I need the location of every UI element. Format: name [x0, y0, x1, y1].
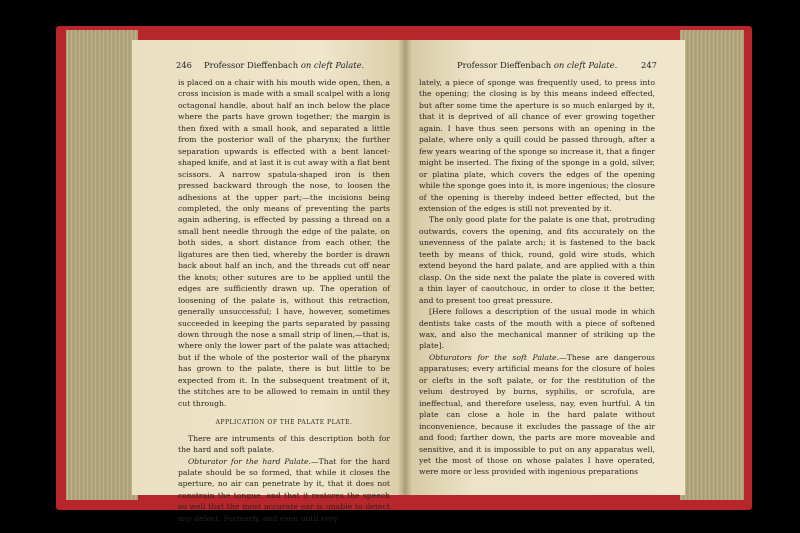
right-paragraph-3: [Here follows a description of the usual mode in which dentists take casts of the mouth with a piece of softened wax, and also the mechanical manner of striking up the plate]. [419, 307, 655, 351]
left-subsection: Obturator for the hard Palate.—That for the hard palate should be so formed, that while it closes the aperture, no air can penetrate by it, that it does not constrain the tongue, and that it restores the speech so well that the most accurate ear is unable to detect any defect. Formerly, and even until very [178, 456, 391, 523]
left-paragraph: is placed on a chair with his mouth wide open, then, a cross incision is made with a small scalpel with a long octagonal handle, about half an inch below the place where the parts have grown together; the margin is then fixed with a small hook, and separated a little from the posterior wall of the pharynx; the further separation upwards is effected with a bent lancet-shaped knife, and at last it is cut away with a flat bent scissors. A narrow spatula-shaped iron is then pressed backward through the nose, to loosen the adhesions at the upper part;—the incisions being completed, the only means of preventing the parts again adhering, is effected by passing a thread on a small bent needle through the edge of the palate, on both sides, a short distance from each other, the ligatures are then tied, whereby the border is drawn back about half an inch, and the threads cut off near the knots; other sutures are to be applied until the edges are sufficiently drawn up. The operation of loosening of the palate is, without this retraction, generally unsuccessful; I have, however, sometimes succeeded in keeping the parts separated by passing down through the nose a small strip of linen,—that is, where only the lower part of the palate was attached; but if the whole of the posterior wall of the pharynx has grown to the palate, there is but little to be expected from it. In the subsequent treatment of it, the stitches are to be allowed to remain in until they cut through. [178, 78, 390, 408]
right-paragraph-2: The only good plate for the palate is one that, protruding outwards, covers the opening, and fits accurately on the unevenness of the palate arch; it is fastened to the back teeth by means of thick, round, gold wire studs, which extend beyond the hard palate, and are applied with a thin clasp. On the side next the palate the plate is covered with a thin layer of caoutchouc, in order to close it the better, and to present too great pressure. [419, 215, 655, 305]
page-edges-left [66, 30, 138, 500]
left-page-body [178, 77, 390, 524]
right-page-number: 247 [641, 60, 657, 70]
left-running-head-title: Professor Dieffenbach on cleft Palate. [204, 60, 365, 70]
left-page-number: 246 [176, 60, 192, 70]
right-running-head-title: Professor Dieffenbach on cleft Palate. [457, 60, 618, 70]
left-paragraph-2: There are intruments of this description both for the hard and soft palate. [178, 433, 390, 455]
subsection-title: Obturator for the hard Palate. [188, 456, 311, 466]
right-page [405, 40, 685, 495]
section-heading: APPLICATION OF THE PALATE PLATE. [215, 419, 353, 427]
right-subsection: Obturators for the soft Palate.—These are dangerous apparatuses; every artificial means for the closure of holes or clefts in the soft palate, or for the restitution of the velum destroyed by burns, syphilis, or scrofula, are ineffectual, and therefore useless, nay, even hurtful. A tin plate can close a hole in the hard palate without inconvenience, because it excludes the passage of the air and food; farther down, the parts are more moveable and sensitive, and it is impossible to put on any apparatus well, yet the most of those on whose palates I have operated, were more or less provided with ingenious preparations [419, 352, 655, 477]
subsection-title: Obturators for the soft Palate. [429, 352, 560, 362]
left-page [132, 40, 405, 523]
right-page-body [419, 77, 655, 478]
book-gutter [398, 40, 412, 495]
right-paragraph-1: lately, a piece of sponge was frequently used, to press into the opening; the closing is by this means indeed effected, but after some time the aperture is so much enlarged by it, that it is deprived of all chance of ever growing together again. I have thus seen persons with an opening in the palate, where only a quill could be passed through, after a few years wearing of the sponge so increase it, that a finger might be inserted. The fixing of the sponge in a gold, silver, or platina plate, which covers the edges of the opening while the sponge goes into it, is more ingenious; the closure of the opening is thereby indeed better effected, but the extension of the edges is still not prevented by it. [419, 78, 655, 213]
page-edges-right [680, 30, 744, 500]
